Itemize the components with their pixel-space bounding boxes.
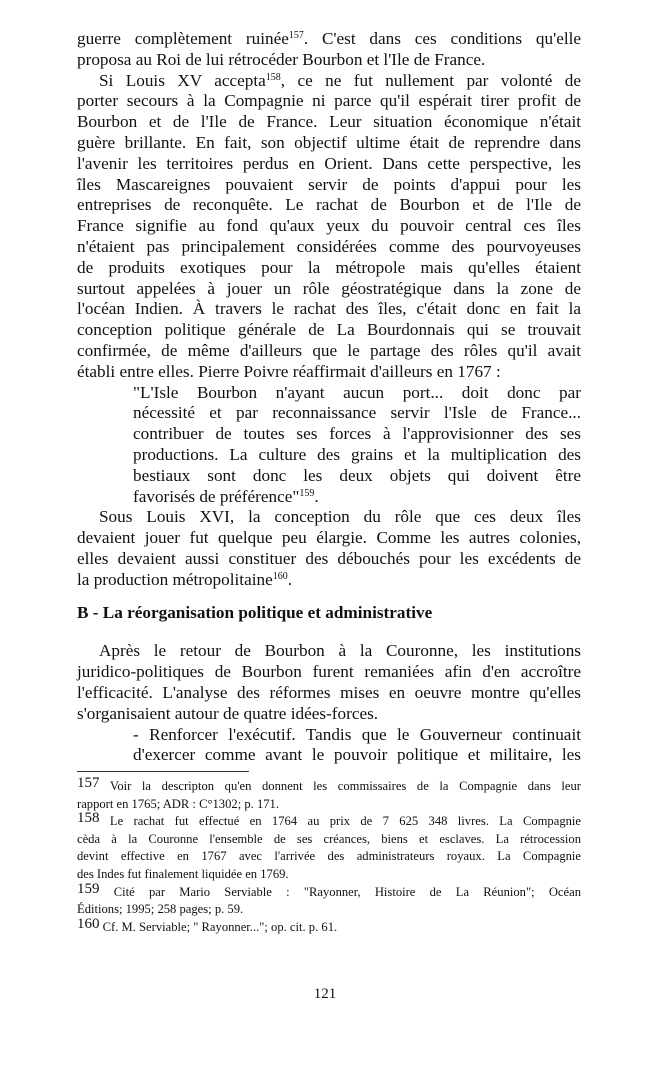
paragraph	[77, 29, 581, 71]
footnote-line	[77, 880, 581, 902]
text-line	[77, 175, 581, 196]
text-line	[133, 466, 581, 487]
text-span: la production métropolitaine	[77, 569, 273, 589]
text-span: . C'est dans ces conditions qu'elle	[303, 29, 581, 48]
footnote-text: devint effective en 1767 avec l'arrivée des administrateurs royaux. La Compagnie	[77, 849, 581, 864]
text-line	[133, 745, 581, 766]
footnote-line	[77, 775, 581, 796]
text-span: îles Mascareignes pouvaient servir de points d'appui pour les	[77, 174, 581, 194]
text-line	[77, 528, 581, 549]
text-span: productions. La culture des grains et la multiplication des	[133, 444, 581, 464]
footnote-text: Éditions; 1995; 258 pages; p. 59.	[77, 902, 244, 917]
text-span: porter secours à la Compagnie ni parce qu'il espérait tirer profit de	[77, 91, 581, 111]
text-line	[77, 133, 581, 154]
text-span: de produits exotiques pour la métropole mais qu'elles étaient	[77, 257, 581, 277]
footnote-number: 157	[77, 775, 100, 791]
paragraph	[77, 662, 581, 724]
text-span: établi entre elles. Pierre Poivre réaffirmait d'ailleurs en 1767 :	[77, 361, 501, 381]
text-line	[77, 320, 581, 341]
footnote-line	[77, 901, 581, 919]
text-span: Après le retour de Bourbon à la Couronne, les institutions	[99, 641, 581, 661]
paragraph	[77, 725, 581, 767]
text-span: entreprises de reconquête. Le rachat de Bourbon et de l'Ile de	[77, 195, 581, 215]
footnote-number: 159	[77, 880, 100, 897]
text-line	[133, 383, 581, 404]
text-line	[133, 424, 581, 445]
text-span: France signifie au fond qu'aux yeux du pouvoir central ces îles	[77, 216, 581, 236]
text-span: l'océan Indien. À travers le rachat des îles, c'était donc en fait la	[77, 299, 581, 319]
text-span: B - La réorganisation politique et administrative	[77, 602, 433, 622]
text-span: contribuer de toutes ses forces à l'approvisionner des ses	[133, 424, 581, 444]
footnote-line	[77, 915, 581, 937]
footnote-line	[77, 866, 581, 884]
text-span: l'avenir les territoires perdus en Orient. Dans cette perspective, les	[77, 153, 581, 173]
text-span: nécessité et par reconnaissance servir l'Isle de France...	[133, 403, 581, 423]
text-span: , ce ne fut nullement par volonté de	[280, 70, 581, 90]
footnote-text: Cité par Mario Serviable : "Rayonner, Histoire de La Réunion"; Océan	[113, 884, 581, 899]
text-line	[133, 445, 581, 466]
paragraph	[77, 71, 581, 92]
text-line	[77, 341, 581, 362]
text-line	[133, 725, 581, 746]
text-span: s'organisaient autour de quatre idées-forces.	[77, 703, 379, 723]
text-line	[77, 279, 581, 300]
footnote-line	[77, 796, 581, 814]
paragraph	[77, 91, 581, 382]
block-quote	[77, 383, 581, 508]
text-span: surtout appelées à jouer un rôle géostratégique dans la zone de	[77, 278, 581, 298]
text-line	[77, 195, 581, 216]
text-line	[77, 662, 581, 683]
footnote-ref: 158	[265, 71, 281, 83]
page-number: 121	[313, 986, 337, 1002]
text-span: Sous Louis XVI, la conception du rôle que ces deux îles	[99, 507, 581, 527]
text-line	[77, 112, 581, 133]
text-span: .	[314, 486, 319, 506]
text-span: elles devaient aussi constituer des débouchés pour les excédents de	[77, 548, 581, 568]
text-line	[77, 154, 581, 175]
text-span: guère brillante. En fait, son objectif ultime était de reprendre dans	[77, 132, 581, 152]
text-line	[77, 299, 581, 320]
text-line	[77, 603, 581, 624]
text-line	[77, 91, 581, 112]
footnote-text: Cf. M. Serviable; " Rayonner..."; op. cit. p. 61.	[102, 919, 338, 934]
footnote-ref: 160	[272, 570, 288, 582]
text-line	[77, 29, 581, 50]
footnotes	[77, 775, 582, 936]
footnote-line	[77, 831, 581, 849]
text-line	[77, 570, 581, 591]
footnote-ref: 159	[299, 487, 315, 499]
footnote-text: des Indes fut finalement liquidée en 1769.	[77, 866, 289, 881]
footnote-text: Voir la descripton qu'en donnent les commissaires de la Compagnie dans leur	[109, 779, 581, 793]
text-span: Bourbon et de l'Ile de France. Leur situation économique n'était	[77, 112, 581, 132]
text-span: guerre complètement ruinée	[77, 29, 289, 48]
footnote	[77, 775, 581, 813]
text-span: bestiaux sont donc les deux objets qui doivent être	[133, 465, 581, 485]
footnote	[77, 810, 582, 883]
text-line	[77, 362, 581, 383]
text-line	[77, 704, 581, 725]
body-text	[77, 29, 581, 766]
text-span: - Renforcer l'exécutif. Tandis que le Gouverneur continuait	[133, 724, 581, 744]
text-line	[77, 549, 581, 570]
text-span: conception politique générale de La Bourdonnais qui se trouvait	[77, 320, 581, 340]
text-line	[99, 71, 581, 92]
paragraph	[77, 528, 581, 590]
text-line	[133, 487, 581, 508]
footnote-divider	[77, 771, 249, 772]
section-heading	[77, 603, 581, 624]
text-span: favorisés de préférence"	[133, 486, 300, 506]
text-span: proposa au Roi de lui rétrocéder Bourbon et l'Ile de France.	[77, 49, 486, 69]
text-span: Si Louis XV accepta	[99, 70, 266, 90]
text-span: n'étaient pas principalement considérées comme des pourvoyeuses	[77, 236, 581, 256]
text-line	[77, 683, 581, 704]
footnote-line	[77, 810, 582, 831]
footnote	[77, 915, 581, 937]
text-line	[99, 507, 581, 528]
paragraph	[77, 641, 581, 662]
text-line	[99, 641, 581, 662]
text-span: d'exercer comme avant le pouvoir politique et militaire, les	[133, 745, 581, 765]
footnote-text: cèda à la Couronne l'ensemble de ses créances, biens et esclaves. La rétrocession	[77, 831, 581, 846]
footnote	[77, 880, 581, 919]
text-span: .	[287, 569, 292, 589]
text-line	[77, 216, 581, 237]
text-span: l'efficacité. L'analyse des réformes mises en oeuvre montre qu'elles	[77, 682, 581, 702]
text-span: "L'Isle Bourbon n'ayant aucun port... doit donc par	[133, 382, 581, 402]
footnote-line	[77, 848, 581, 866]
text-line	[77, 237, 581, 258]
footnote-text: Le rachat fut effectué en 1764 au prix de 7 625 348 livres. La Compagnie	[109, 814, 582, 829]
text-span: confirmée, de même d'ailleurs que le partage des rôles qu'il avait	[77, 340, 581, 360]
paragraph	[77, 507, 581, 528]
text-line	[77, 50, 581, 71]
footnote-text: rapport en 1765; ADR : C°1302; p. 171.	[77, 796, 279, 811]
text-span: juridico-politiques de Bourbon furent remaniées afin d'en accroître	[77, 662, 581, 682]
text-line	[133, 403, 581, 424]
footnote-number: 158	[77, 810, 100, 827]
text-line	[77, 258, 581, 279]
text-span: devaient jouer fut quelque peu élargie. Comme les autres colonies,	[77, 528, 581, 548]
footnote-ref: 157	[288, 30, 304, 41]
footnote-number: 160	[77, 915, 100, 932]
